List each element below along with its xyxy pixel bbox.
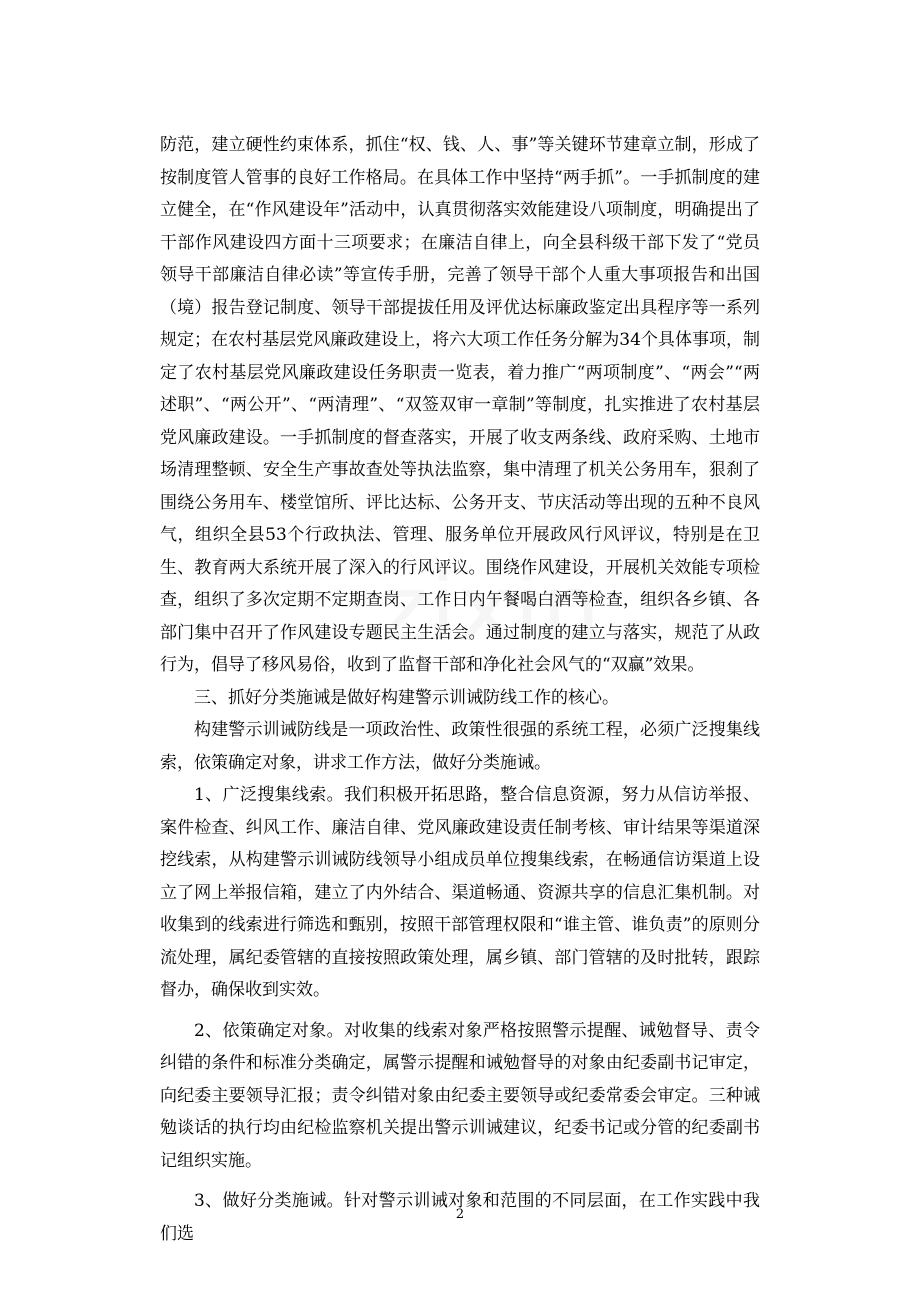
paragraph-item-3: 3、做好分类施诫。针对警示训诫对象和范围的不同层面，在工作实践中我们选 — [160, 1191, 760, 1244]
paragraph-continued: 防范，建立硬性约束体系，抓住“权、钱、人、事”等关键环节建章立制，形成了按制度管人管事的良好工作格局。在具体工作中坚持“两手抓”。一手抓制度的建立健全，在“作风建设年”活动中，认真贯彻落实效能建设八项制度，明确提出了干部作风建设四方面十三项要求；在廉洁自律上，向全县科级干部下发了“党员领导干部廉洁自律必读”等宣传手册，完善了领导干部个人重大事项报告和出国（境）报告登记制度、领导干部提拔任用及评优达标廉政鉴定出具程序等一系列规定；在农村基层党风廉政建设上，将六大项工作任务分解为34个具体事项，制定了农村基层党风廉政建设任务职责一览表，着力推广“两项制度”、“两会”“两述职”、“两公开”、“两清理”、“双签双审一章制”等制度，扎实推进了农村基层党风廉政建设。一手抓制度的督查落实，开展了收支两条线、政府采购、土地市场清理整顿、安全生产事故查处等执法监察，集中清理了机关公务用车，狠刹了围绕公务用车、楼堂馆所、评比达标、公务开支、节庆活动等出现的五种不良风气，组织全县53个行政执法、管理、服务单位开展政风行风评议，特别是在卫生、教育两大系统开展了深入的行风评议。围绕作风建设，开展机关效能专项检查，组织了多次定期不定期查岗、工作日内午餐喝白酒等检查，组织各乡镇、各部门集中召开了作风建设专题民主生活会。通过制度的建立与落实，规范了从政行为，倡导了移风易俗，收到了监督干部和净化社会风气的“双赢”效果。 — [160, 135, 760, 675]
page-number: 2 — [455, 1207, 465, 1222]
paragraph-item-1: 1、广泛搜集线索。我们积极开拓思路，整合信息资源，努力从信访举报、案件检查、纠风工作、廉洁自律、党风廉政建设责任制考核、审计结果等渠道深挖线索，从构建警示训诫防线领导小组成员单位搜集线索，在畅通信访渠道上设立了网上举报信箱，建立了内外结合、渠道畅通、资源共享的信息汇集机制。对收集到的线索进行筛选和甄别，按照干部管理权限和“谁主管、谁负责”的原则分流处理，属纪委管辖的直接按照政策处理，属乡镇、部门管辖的及时批转，跟踪督办，确保收到实效。 — [160, 785, 760, 1000]
section-heading: 三、抓好分类施诫是做好构建警示训诫防线工作的核心。 — [194, 687, 619, 708]
paragraph-intro: 构建警示训诫防线是一项政治性、政策性很强的系统工程，必须广泛搜集线索，依策确定对象，讲求工作方法，做好分类施诫。 — [160, 720, 760, 773]
document-body — [160, 129, 760, 1250]
paragraph-item-2: 2、依策确定对象。对收集的线索对象严格按照警示提醒、诫勉督导、责令纠错的条件和标准分类确定，属警示提醒和诫勉督导的对象由纪委副书记审定，向纪委主要领导汇报；责令纠错对象由纪委主要领导或纪委常委会审定。三种诫勉谈话的执行均由纪检监察机关提出警示训诫建议，纪委书记或分管的纪委副书记组织实施。 — [160, 1020, 760, 1171]
